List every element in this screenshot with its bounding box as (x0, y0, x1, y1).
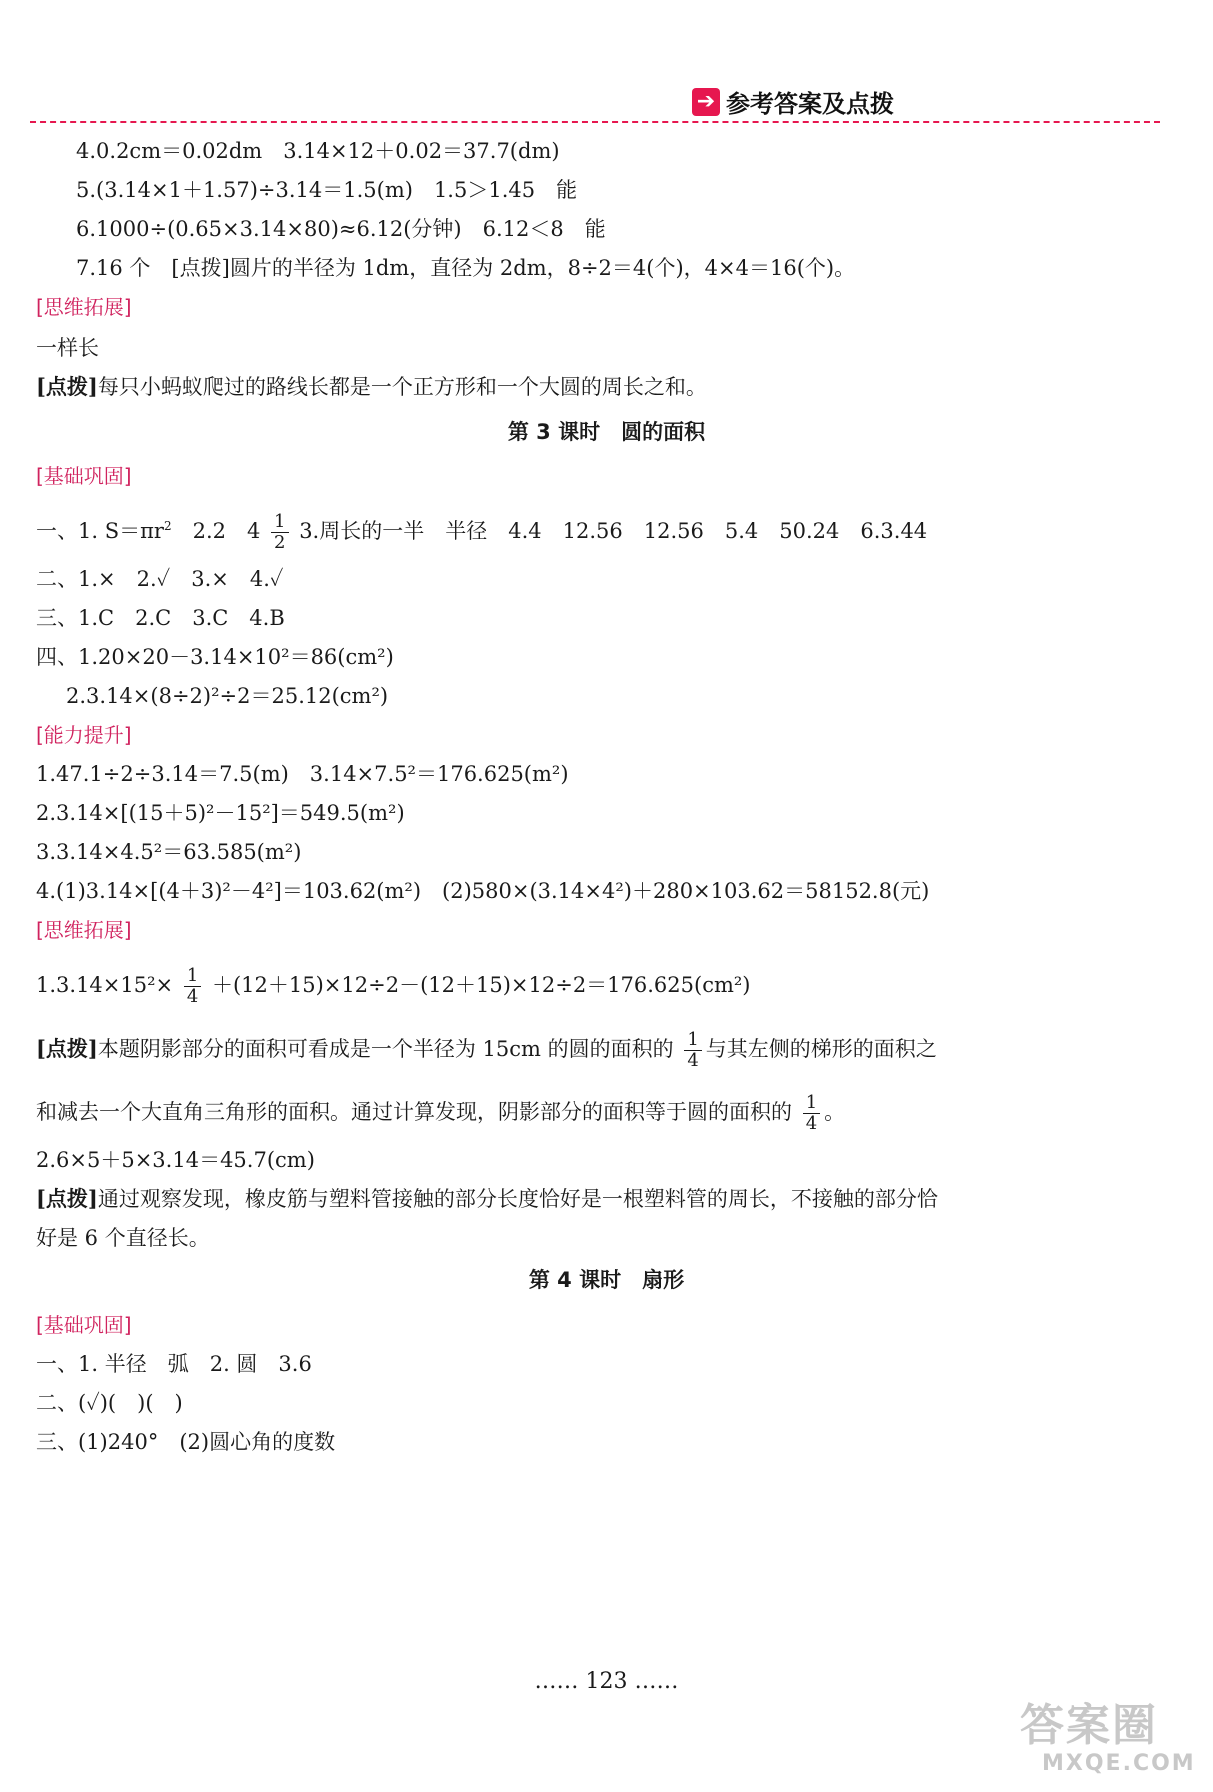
answer-text: 3.周长的一半 半径 4.4 12.56 12.56 5.4 50.24 6.3.44 (299, 519, 928, 543)
answer-text: ＋(12＋15)×12÷2－(12＋15)×12÷2＝176.625(cm²) (211, 973, 751, 997)
answer-line: 2.3.14×(8÷2)²÷2＝25.12(cm²) (66, 684, 389, 708)
fraction-numerator: 1 (684, 1030, 701, 1051)
hint-line (36, 1093, 845, 1134)
hint-line (36, 1030, 937, 1071)
hint-text: 本题阴影部分的面积可看成是一个半径为 15cm 的圆的面积的 (97, 1037, 674, 1061)
answer-line: 一样长 (36, 336, 99, 360)
page-number: …… 123 …… (534, 1669, 679, 1694)
hint-line: 好是 6 个直径长。 (36, 1226, 210, 1250)
fraction (184, 966, 201, 1007)
lesson-heading: 第 3 课时 圆的面积 (507, 420, 706, 444)
section-tag: [基础巩固] (36, 1313, 132, 1337)
lesson-heading: 第 4 课时 扇形 (528, 1268, 685, 1292)
answer-line: 2.3.14×[(15＋5)²－15²]＝549.5(m²) (36, 801, 405, 825)
fraction (803, 1093, 820, 1134)
answer-line: 4.0.2cm＝0.02dm 3.14×12＋0.02＝37.7(dm) (76, 139, 560, 163)
hint-label: [点拨] (36, 374, 98, 399)
fraction-numerator: 1 (184, 966, 201, 987)
header-title (692, 84, 894, 119)
fraction-denominator: 4 (186, 986, 199, 1007)
section-tag: [思维拓展] (36, 295, 132, 319)
hint-text: 。 (824, 1100, 846, 1124)
answer-text: 2.2 4 (171, 519, 261, 543)
answer-line: 二、(✓)( )( ) (36, 1391, 183, 1415)
superscript: 2 (163, 519, 172, 533)
watermark-text: 答案圈 (1020, 1700, 1158, 1751)
answer-line: 4.(1)3.14×[(4＋3)²－4²]＝103.62(m²) (2)580×(3.14×4²)＋280×103.62＝58152.8(元) (36, 879, 930, 903)
answer-line: 1.47.1÷2÷3.14＝7.5(m) 3.14×7.5²＝176.625(m²) (36, 762, 569, 786)
header-dashed-divider (30, 121, 1160, 123)
hint-label: [点拨] (36, 1036, 98, 1061)
answer-text: 一、1. S＝πr (36, 519, 164, 543)
hint-text: 和减去一个大直角三角形的面积。通过计算发现，阴影部分的面积等于圆的面积的 (36, 1100, 792, 1124)
answer-line: 三、(1)240° (2)圆心角的度数 (36, 1430, 336, 1454)
answer-text: 1.3.14×15²× (36, 973, 174, 997)
hint-line (36, 373, 707, 401)
answer-line: 二、1.× 2.✓ 3.× 4.✓ (36, 567, 284, 591)
answer-line: 一、1. 半径 弧 2. 圆 3.6 (36, 1352, 312, 1376)
watermark-url: MXQE.COM (1042, 1751, 1196, 1776)
fraction (684, 1030, 701, 1071)
answer-line: 四、1.20×20－3.14×10²＝86(cm²) (36, 645, 394, 669)
answer-line: 7.16 个 [点拨]圆片的半径为 1dm，直径为 2dm，8÷2＝4(个)，4×4＝16(个)。 (76, 256, 856, 280)
arrow-right-icon: ➔ (692, 88, 720, 116)
fraction-numerator: 1 (803, 1093, 820, 1114)
hint-label: [点拨] (36, 1186, 98, 1211)
section-tag: [思维拓展] (36, 918, 132, 942)
hint-text: 与其左侧的梯形的面积之 (705, 1037, 937, 1061)
answer-line (36, 966, 751, 1007)
section-tag: [能力提升] (36, 723, 132, 747)
answer-line: 6.1000÷(0.65×3.14×80)≈6.12(分钟) 6.12＜8 能 (76, 217, 606, 241)
watermark-logo (1020, 1700, 1200, 1780)
hint-line (36, 1185, 938, 1213)
fraction-numerator: 1 (271, 512, 288, 533)
answer-line: 三、1.C 2.C 3.C 4.B (36, 606, 285, 630)
fraction-denominator: 2 (274, 532, 286, 553)
answer-line: 2.6×5＋5×3.14＝45.7(cm) (36, 1148, 315, 1172)
answer-line: 3.3.14×4.5²＝63.585(m²) (36, 840, 302, 864)
answer-line (36, 512, 927, 553)
fraction (271, 512, 288, 553)
header-title-text: 参考答案及点拨 (726, 90, 894, 118)
hint-text: 每只小蚂蚁爬过的路线长都是一个正方形和一个大圆的周长之和。 (97, 375, 707, 399)
fraction-denominator: 4 (805, 1113, 818, 1134)
answer-line: 5.(3.14×1＋1.57)÷3.14＝1.5(m) 1.5＞1.45 能 (76, 178, 578, 202)
fraction-denominator: 4 (687, 1050, 699, 1071)
page-header (0, 0, 1213, 130)
hint-text: 通过观察发现，橡皮筋与塑料管接触的部分长度恰好是一根塑料管的周长，不接触的部分恰 (97, 1187, 938, 1211)
section-tag: [基础巩固] (36, 464, 132, 488)
